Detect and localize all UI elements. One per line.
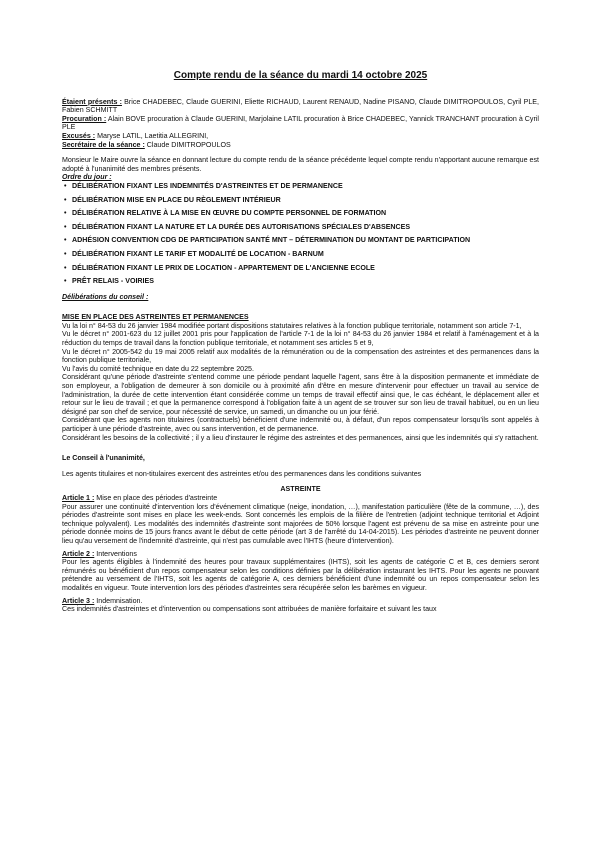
agenda-item bbox=[62, 250, 539, 259]
bullet-icon: • bbox=[64, 195, 67, 204]
secretary-text: Claude DIMITROPOULOS bbox=[144, 140, 231, 149]
bullet-icon: • bbox=[64, 181, 67, 190]
bullet-icon: • bbox=[64, 249, 67, 258]
agenda-list bbox=[62, 182, 539, 286]
proxy-label: Procuration : bbox=[62, 114, 107, 123]
present-text: Brice CHADEBEC, Claude GUERINI, Eliette RICHAUD, Laurent RENAUD, Nadine PISANO, Claude DIMITROPOULOS, Cyril PLE, Fabien SCHMITT bbox=[62, 97, 539, 115]
agenda-label bbox=[62, 173, 539, 182]
article-label: Article 3 : bbox=[62, 596, 95, 605]
proxy-line bbox=[62, 115, 539, 132]
article-text: Pour assurer une continuité d'intervention lors d'événement climatique (neige, inondation, …), manifestation particulière (fête de la commune, …), des périodes d'astreinte sont mises en place les week-ends. Sont concernés les emplois de la filière de l'entretien (adjoint technique territorial et Adjoint technique polyvalent). Les modalités des indemnités d'astreinte sont majorées de 50% lorsque l'agent est prévenu de sa mise en astreinte pour une période donnée moins de 15 jours francs avant le début de cette période (art 3 de l'arrêté du 14-04-2015). Les périodes d'astreinte ne peuvent donner lieu qu'au versement de l'indemnité d'astreinte, qui n'est pas cumulable avec l'IHTS (heure d'intervention). bbox=[62, 502, 539, 545]
agenda-item-text: DÉLIBÉRATION FIXANT LE PRIX DE LOCATION - APPARTEMENT DE L'ANCIENNE ECOLE bbox=[72, 263, 375, 272]
agenda-item bbox=[62, 196, 539, 205]
section-paragraph: Vu la loi n° 84-53 du 26 janvier 1984 modifiée portant dispositions statutaires relatives à la fonction publique territoriale, notamment son article 7-1, bbox=[62, 321, 522, 330]
agenda-item-text: PRÊT RELAIS - VOIRIES bbox=[72, 277, 154, 286]
section-paragraph: Considérant que les agents non titulaires (contractuels) bénéficient d'une indemnité ou, à défaut, d'un repos compensateur lorsqu'ils sont appelés à participer à une période d'astreinte, avec ou sans intervention, et de permanence. bbox=[62, 416, 539, 433]
attendance-block bbox=[62, 98, 539, 150]
agenda-item-text: DÉLIBÉRATION FIXANT LA NATURE ET LA DURÉE DES AUTORISATIONS SPÉCIALES D'ABSENCES bbox=[72, 222, 411, 231]
agenda-item bbox=[62, 209, 539, 218]
article-heading bbox=[62, 494, 539, 503]
section-paragraph: Vu l'avis du comité technique en date du 22 septembre 2025. bbox=[62, 364, 254, 373]
secretary-label: Secrétaire de la séance : bbox=[62, 140, 145, 149]
article-label: Article 2 : bbox=[62, 549, 95, 558]
article-heading bbox=[62, 597, 539, 606]
article-text: Ces indemnités d'astreintes et d'intervention ou compensations sont attribuées de manière forfaitaire et suivant les taux bbox=[62, 605, 437, 614]
bullet-icon: • bbox=[64, 209, 67, 218]
article-text: Pour les agents éligibles à l'indemnité des heures pour travaux supplémentaires (IHTS), soit les agents de catégorie C et B, ces derniers seront rémunérés ou bénéficient d'un repos compensateur selon les conditions définies par la délibération instaurant les IHTS. Pour les agents ne pouvant prétendre au versement de l'IHTS, soit les agents de catégorie A, ces derniers bénéficient d'une indemnité ou un repos compensateur selon les modalités en vigueur. Toute intervention lors des périodes d'astreintes sera récupérée selon les barèmes en vigueur. bbox=[62, 558, 539, 592]
deliberations-label-text: Délibérations du conseil : bbox=[62, 292, 149, 301]
agenda-item-text: DÉLIBÉRATION MISE EN PLACE DU RÈGLEMENT INTÉRIEUR bbox=[72, 195, 281, 204]
section-title-text: MISE EN PLACE DES ASTREINTES ET PERMANENCES bbox=[62, 313, 249, 322]
article-title: Mise en place des périodes d'astreinte bbox=[94, 493, 218, 502]
agenda-item-text: ADHÉSION CONVENTION CDG DE PARTICIPATION SANTÉ MNT – DÉTERMINATION DU MONTANT DE PARTICIPATION bbox=[72, 236, 471, 245]
section-paragraph: Considérant les besoins de la collectivité ; il y a lieu d'instaurer le régime des astreintes et des permanences, ainsi que les indemnités qui s'y rattachent. bbox=[62, 433, 539, 442]
agenda-item bbox=[62, 223, 539, 232]
agenda-label-text: Ordre du jour : bbox=[62, 173, 112, 182]
section-paragraph: Vu le décret n° 2005-542 du 19 mai 2005 relatif aux modalités de la rémunération ou de la compensation des astreintes et des permanences dans la fonction publique territoriale, bbox=[62, 347, 539, 365]
agenda-item bbox=[62, 264, 539, 273]
agenda-item-text: DÉLIBÉRATION FIXANT LE TARIF ET MODALITÉ DE LOCATION - BARNUM bbox=[72, 249, 324, 258]
agenda-item bbox=[62, 236, 539, 245]
bullet-icon: • bbox=[64, 222, 67, 231]
council-text: Les agents titulaires et non-titulaires exercent des astreintes et/ou des permanences dans les conditions suivantes bbox=[62, 469, 422, 478]
agenda-item bbox=[62, 182, 539, 191]
intro-paragraph: Monsieur le Maire ouvre la séance en donnant lecture du compte rendu de la séance précédente lequel compte rendu n'apportant aucune remarque est adopté à l'unanimité des membres présents. bbox=[62, 156, 539, 173]
excused-text: Maryse LATIL, Laetitia ALLEGRINI, bbox=[95, 131, 209, 140]
bullet-icon: • bbox=[64, 263, 67, 272]
article-heading bbox=[62, 550, 539, 559]
bullet-icon: • bbox=[64, 277, 67, 286]
section-paragraph: Vu le décret n° 2001-623 du 12 juillet 2001 pris pour l'application de l'article 7-1 de la loi n° 84-53 du 26 janvier 1984 et relatif à l'aménagement et à la réduction du temps de travail dans la fonction publique territoriale, et notamment ses articles 5 et 9, bbox=[62, 330, 539, 348]
article-label: Article 1 : bbox=[62, 493, 95, 502]
council-heading: Le Conseil à l'unanimité, bbox=[62, 454, 145, 463]
agenda-item-text: DÉLIBÉRATION RELATIVE À LA MISE EN ŒUVRE DU COMPTE PERSONNEL DE FORMATION bbox=[72, 209, 387, 218]
article-title: Interventions bbox=[94, 549, 137, 558]
agenda-item bbox=[62, 277, 539, 286]
bullet-icon: • bbox=[64, 236, 67, 245]
section-title bbox=[62, 313, 539, 322]
excused-line bbox=[62, 132, 539, 141]
article-title: Indemnisation. bbox=[94, 596, 143, 605]
page-title: Compte rendu de la séance du mardi 14 octobre 2025 bbox=[173, 70, 428, 81]
excused-label: Excusés : bbox=[62, 131, 96, 140]
agenda-item-text: DÉLIBÉRATION FIXANT LES INDEMNITÉS D'ASTREINTES ET DE PERMANENCE bbox=[72, 181, 343, 190]
present-line bbox=[62, 98, 539, 115]
proxy-text: Alain BOVE procuration à Claude GUERINI, Marjolaine LATIL procuration à Brice CHADEBEC, Yannick TRANCHANT procuration à Cyril PLE bbox=[62, 114, 539, 132]
deliberations-label bbox=[62, 293, 539, 302]
present-label: Étaient présents : bbox=[62, 97, 122, 106]
secretary-line bbox=[62, 141, 539, 150]
section-paragraph: Considérant qu'une période d'astreinte s'entend comme une période pendant laquelle l'agent, sans être à la disposition permanente et immédiate de son employeur, a l'obligation de demeurer à son domicile ou à proximité afin d'être en mesure d'intervenir pour effectuer un travail au service de l'administration, la durée de cette intervention étant considérée comme un temps de travail effectif ainsi que, le cas échéant, le déplacement aller et retour sur le lieu de travail ; et que la permanence correspond à l'obligation faite à un agent de se trouver sur son lieu de travail habituel, ou en un lieu désigné par son chef de service, pour nécessité de service, un samedi, un dimanche ou un jour férié. bbox=[62, 373, 539, 416]
astreinte-heading: ASTREINTE bbox=[280, 485, 321, 494]
